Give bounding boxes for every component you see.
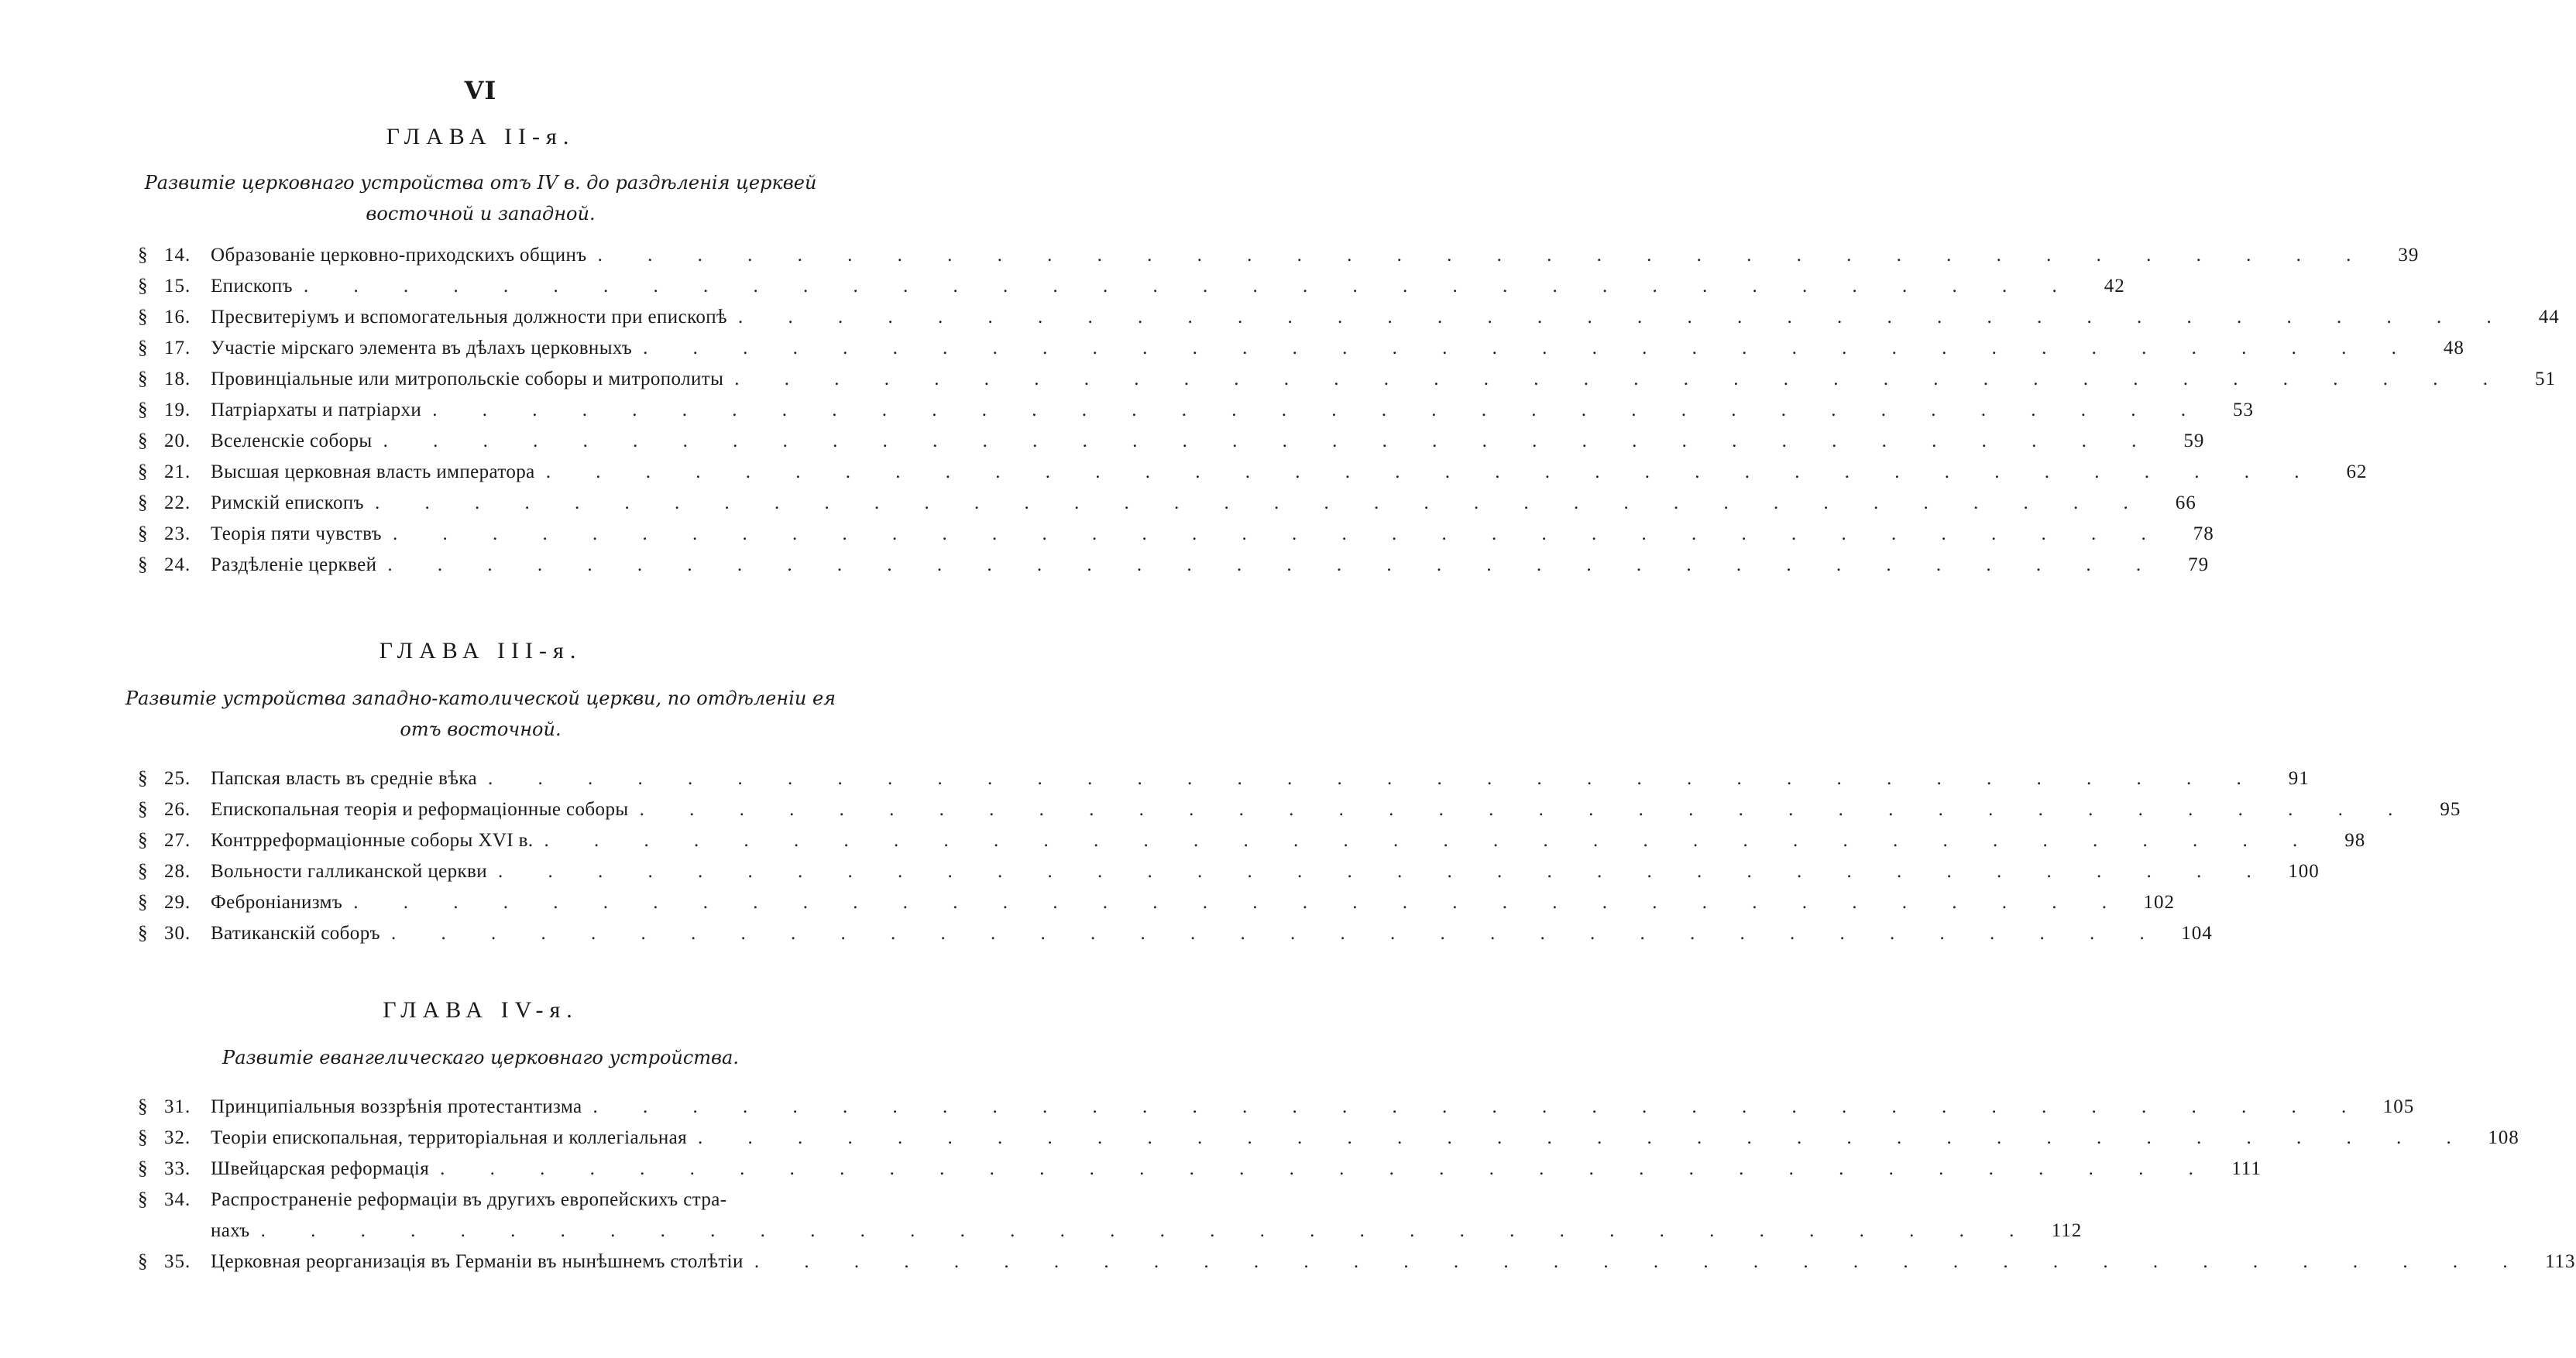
- section-number: 35.: [164, 1251, 191, 1272]
- toc-list: [138, 245, 2560, 585]
- section-sign: §: [138, 923, 148, 944]
- page-number: VI: [464, 76, 497, 105]
- section-page: 104: [2181, 923, 2213, 944]
- section-title: Принципіальныя воззрѣнія протестантизма: [211, 1096, 582, 1117]
- section-page: 78: [2193, 523, 2214, 544]
- section-number: 27.: [164, 830, 191, 851]
- dot-leader: [727, 307, 2512, 328]
- dot-leader: [380, 923, 2165, 945]
- section-sign: §: [138, 554, 148, 575]
- dot-leader: [342, 892, 2127, 914]
- section-sign: §: [138, 338, 148, 358]
- section-page: 105: [2382, 1096, 2415, 1117]
- section-page: 113: [2544, 1251, 2576, 1272]
- section-number: 23.: [164, 523, 191, 544]
- section-number: 16.: [164, 307, 191, 327]
- toc-entry: [138, 245, 2420, 276]
- section-page: 108: [2488, 1127, 2519, 1148]
- section-page: 102: [2143, 892, 2175, 913]
- toc-entry: [138, 861, 2320, 892]
- section-sign: §: [138, 1251, 148, 1272]
- section-number: 15.: [164, 276, 191, 297]
- section-sign: §: [138, 461, 148, 482]
- dot-leader: [477, 768, 2262, 790]
- section-sign: §: [138, 1127, 148, 1148]
- section-page: 112: [2051, 1220, 2083, 1241]
- dot-leader: [587, 245, 2372, 266]
- dot-leader: [535, 461, 2320, 483]
- section-number: 17.: [164, 338, 191, 358]
- section-title: Высшая церковная власть императора: [211, 461, 535, 482]
- section-page: 91: [2288, 768, 2310, 789]
- toc-entry: [138, 1189, 2083, 1251]
- dot-leader: [582, 1096, 2367, 1118]
- section-page: 66: [2175, 492, 2196, 513]
- toc-entry: [138, 554, 2210, 585]
- dot-leader: [744, 1251, 2528, 1273]
- toc-entry: [138, 338, 2464, 369]
- section-title: Теорія пяти чувствъ: [211, 523, 383, 544]
- section-number: 34.: [164, 1189, 191, 1210]
- toc-entry: [138, 1096, 2415, 1127]
- toc-entry: [138, 768, 2310, 799]
- dot-leader: [429, 1158, 2214, 1180]
- dot-leader: [373, 430, 2157, 452]
- dot-leader: [534, 830, 2318, 852]
- toc-entry: [138, 1127, 2519, 1158]
- section-sign: §: [138, 1158, 148, 1179]
- chapter-title: ГЛАВА II-я.: [386, 124, 575, 149]
- section-number: 26.: [164, 799, 191, 820]
- section-title: Пресвитеріумъ и вспомогательныя должности при епископѣ: [211, 307, 727, 327]
- section-number: 22.: [164, 492, 191, 513]
- section-title: Образованіе церковно-приходскихъ общинъ: [211, 245, 587, 266]
- chapter-title: ГЛАВА III-я.: [379, 638, 582, 664]
- section-number: 32.: [164, 1127, 191, 1148]
- section-sign: §: [138, 492, 148, 513]
- section-number: 30.: [164, 923, 191, 944]
- section-page: 62: [2346, 461, 2368, 482]
- section-number: 18.: [164, 369, 191, 389]
- chapter-subtitle: Развитіе евангелическаго церковнаго устройства.: [222, 1047, 739, 1068]
- toc-entry: [138, 461, 2368, 492]
- section-title: Распространеніе реформаціи въ другихъ европейскихъ стра-: [211, 1189, 727, 1210]
- section-page: 51: [2535, 369, 2557, 389]
- dot-leader: [382, 523, 2166, 545]
- dot-leader: [687, 1127, 2471, 1149]
- section-title: Вселенскіе соборы: [211, 430, 373, 451]
- section-number: 33.: [164, 1158, 191, 1179]
- section-number: 29.: [164, 892, 191, 913]
- section-title: Епископъ: [211, 276, 294, 297]
- section-page: 95: [2440, 799, 2461, 820]
- section-sign: §: [138, 768, 148, 789]
- section-number: 20.: [164, 430, 191, 451]
- section-page: 42: [2104, 276, 2125, 297]
- section-title: Теоріи епископальная, территоріальная и коллегіальная: [211, 1127, 688, 1148]
- dot-leader: [293, 276, 2077, 297]
- toc-entry: [138, 523, 2214, 554]
- toc-entry: [138, 892, 2175, 923]
- section-page: 44: [2538, 307, 2560, 327]
- section-title: Папская власть въ средніе вѣка: [211, 768, 477, 789]
- section-title: Римскій епископъ: [211, 492, 364, 513]
- section-title: Участіе мірскаго элемента въ дѣлахъ церковныхъ: [211, 338, 633, 358]
- toc-list: [138, 768, 2461, 954]
- section-page: 39: [2398, 245, 2420, 266]
- section-page: 48: [2443, 338, 2464, 358]
- section-title: Патріархаты и патріархи: [211, 400, 422, 420]
- section-title: Вольности галликанской церкви: [211, 861, 488, 882]
- section-page: 98: [2344, 830, 2366, 851]
- section-number: 14.: [164, 245, 191, 266]
- section-sign: §: [138, 523, 148, 544]
- section-number: 19.: [164, 400, 191, 420]
- section-number: 24.: [164, 554, 191, 575]
- section-sign: §: [138, 892, 148, 913]
- section-page: 59: [2183, 430, 2205, 451]
- toc-entry: [138, 1158, 2262, 1189]
- section-number: 21.: [164, 461, 191, 482]
- toc-entry: [138, 307, 2560, 338]
- dot-leader: [364, 492, 2148, 514]
- section-sign: §: [138, 861, 148, 882]
- section-number: 28.: [164, 861, 191, 882]
- section-sign: §: [138, 1096, 148, 1117]
- chapter-subtitle: Развитіе устройства западно-католической церкви, по отдѣленіи ея отъ восточной.: [125, 688, 836, 740]
- section-title: Раздѣленіе церквей: [211, 554, 377, 575]
- section-title: Феброніанизмъ: [211, 892, 343, 913]
- section-sign: §: [138, 830, 148, 851]
- dot-leader: [629, 799, 2413, 821]
- dot-leader: [487, 861, 2272, 883]
- toc-entry: [138, 830, 2366, 861]
- toc-entry: [138, 369, 2557, 400]
- section-sign: §: [138, 799, 148, 820]
- toc-entry: [138, 430, 2205, 461]
- section-title: Ватиканскій соборъ: [211, 923, 380, 944]
- toc-list: [138, 1096, 2576, 1282]
- section-title: Провинціальные или митропольскіе соборы и митрополиты: [211, 369, 724, 389]
- section-page: 111: [2231, 1158, 2262, 1179]
- section-sign: §: [138, 1189, 148, 1210]
- section-sign: §: [138, 276, 148, 297]
- section-number: 25.: [164, 768, 191, 789]
- section-page: 53: [2232, 400, 2254, 420]
- toc-entry: [138, 276, 2125, 307]
- dot-leader: [376, 554, 2161, 576]
- section-title: Швейцарская реформація: [211, 1158, 430, 1179]
- section-sign: §: [138, 307, 148, 327]
- section-sign: §: [138, 400, 148, 420]
- dot-leader: [250, 1220, 2035, 1242]
- dot-leader: [723, 369, 2508, 390]
- dot-leader: [421, 400, 2206, 421]
- section-title: Епископальная теорія и реформаціонные соборы: [211, 799, 629, 820]
- section-number: 31.: [164, 1096, 191, 1117]
- chapter-title: ГЛАВА IV-я.: [383, 997, 579, 1023]
- section-sign: §: [138, 430, 148, 451]
- toc-entry: [138, 400, 2254, 430]
- dot-leader: [632, 338, 2416, 359]
- section-title: Церковная реорганизація въ Германіи въ нынѣшнемъ столѣтіи: [211, 1251, 744, 1272]
- chapter-subtitle: Развитіе церковнаго устройства отъ IV в. до раздѣленія церквей восточной и западной.: [144, 172, 817, 225]
- section-page: 100: [2288, 861, 2320, 882]
- toc-entry: [138, 799, 2461, 830]
- section-sign: §: [138, 245, 148, 266]
- section-title-continuation: нахъ: [211, 1220, 250, 1241]
- toc-entry: [138, 923, 2213, 954]
- section-sign: §: [138, 369, 148, 389]
- toc-entry: [138, 1251, 2576, 1282]
- toc-entry: [138, 492, 2196, 523]
- section-title: Контрреформаціонные соборы XVI в.: [211, 830, 534, 851]
- section-page: 79: [2188, 554, 2210, 575]
